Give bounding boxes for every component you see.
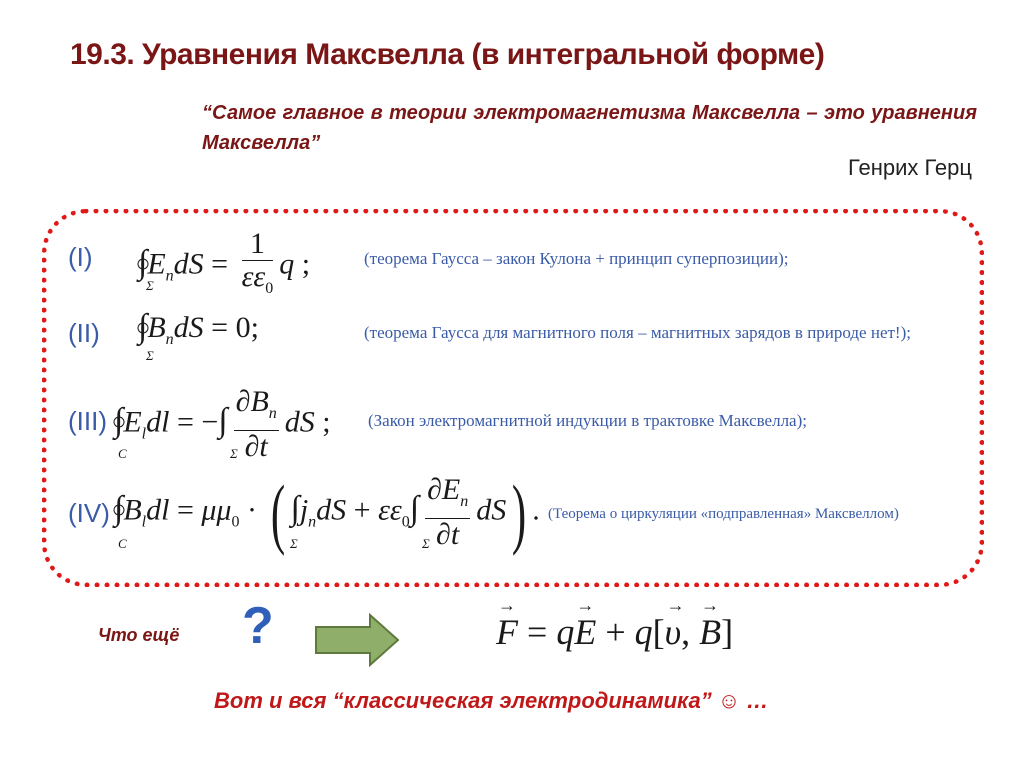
gauss-electric-formula: ∫ $E_ndS$ = $\frac{1}{\varepsilon\varepsilon_0}$ q ; <box>138 227 311 297</box>
surface-limit: Σ <box>290 536 298 551</box>
contour-limit: C <box>118 446 127 461</box>
equation-comment: (теорема Гаусса – закон Кулона + принцип суперпозиции); <box>364 249 789 268</box>
ampere-maxwell-formula: ∫ $B_ldl = \mu\mu_0$ · ( $\int j_ndS + \varepsilon\varepsilon_0\int$ $\frac{\partial E_n}{\partial t}$ dS) . <box>114 468 540 556</box>
question-mark: ? <box>242 597 274 655</box>
hertz-quote: “Самое главное в теории электромагнетизма Максвелла – это уравнения Максвелла” <box>202 102 977 154</box>
page-title: 19.3. Уравнения Максвелла (в интегральной форме) <box>70 38 825 71</box>
equation-number: (II) <box>68 318 100 348</box>
lorentz-force-formula: → F = q→ E + q[→ υ, → B] <box>496 611 733 653</box>
equation-comment: (Закон электромагнитной индукции в трактовке Максвелла); <box>368 411 807 430</box>
right-arrow-icon <box>314 612 400 673</box>
equation-number: (IV) <box>68 498 110 528</box>
equation-comment: (теорема Гаусса для магнитного поля – магнитных зарядов в природе нет!); <box>364 323 911 342</box>
closing-remark: Вот и вся “классическая электродинамика” ☺ … <box>214 688 769 713</box>
what-else-label: Что ещё <box>98 625 180 645</box>
faraday-formula: ∫ $E_ldl$ = −∫ $\frac{\partial B_n}{\partial t}$ dS ; <box>114 385 331 463</box>
quote-author: Генрих Герц <box>848 155 972 180</box>
surface-limit: Σ <box>146 348 154 363</box>
gauss-magnetic-formula: ∫ $B_ndS = 0$; <box>138 308 259 348</box>
surface-limit: Σ <box>422 536 430 551</box>
equation-number: (III) <box>68 406 107 436</box>
equation-comment: (Теорема о циркуляции «подправленная» Максвеллом) <box>548 506 899 522</box>
surface-limit: Σ <box>230 446 238 461</box>
contour-limit: C <box>118 536 127 551</box>
equation-number: (I) <box>68 242 93 272</box>
surface-limit: Σ <box>146 278 154 293</box>
